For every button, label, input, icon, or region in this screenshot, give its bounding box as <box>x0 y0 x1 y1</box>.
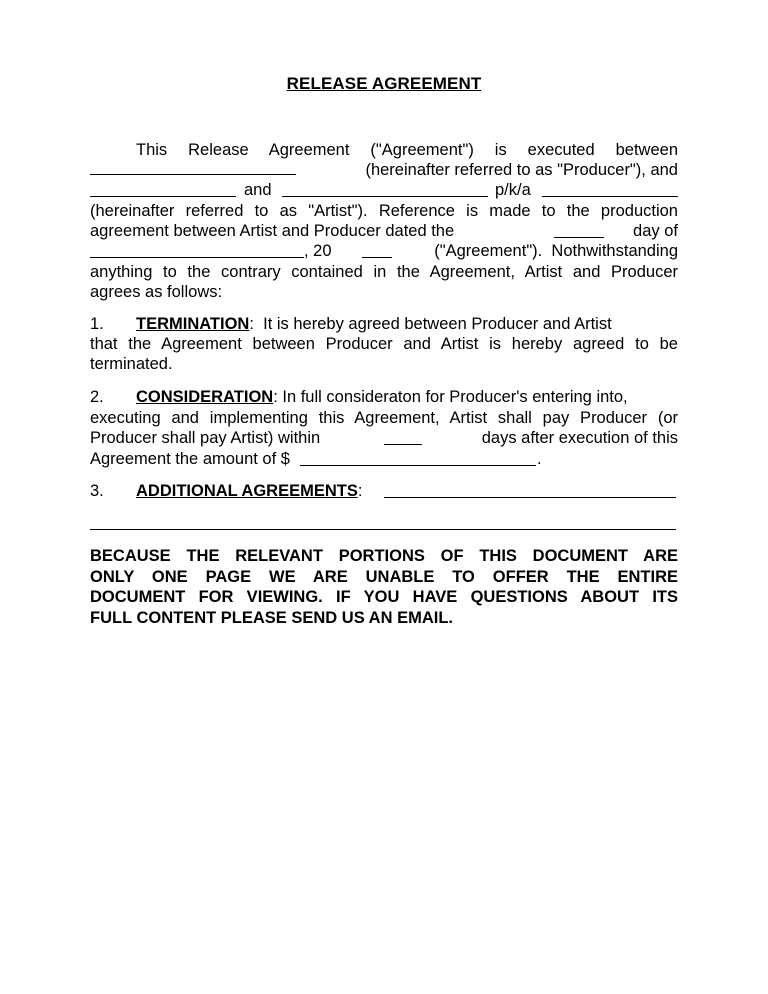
intro-line-1: This Release Agreement ("Agreement") is executed between <box>136 141 678 159</box>
artist-name-blank[interactable] <box>90 182 236 197</box>
section-1-line-2: that the Agreement between Producer and Artist is hereby agreed to be <box>90 335 678 353</box>
section-1-line-1: 1. TERMINATION: It is hereby agreed between Producer and Artist <box>90 315 612 333</box>
producer-name-blank[interactable] <box>90 160 296 175</box>
additional-agreements-blank-1[interactable] <box>384 483 676 498</box>
intro-line-5: agreement between Artist and Producer dated the day of <box>90 222 678 240</box>
artist-legal-name-blank[interactable] <box>282 182 488 197</box>
intro-line-2: (hereinafter referred to as "Producer"), and <box>90 160 678 180</box>
section-1-heading: TERMINATION <box>136 315 250 333</box>
section-2-line-1: 2. CONSIDERATION: In full consideraton for Producer's entering into, <box>90 388 628 406</box>
section-2-line-3: Producer shall pay Artist) within days after execution of this <box>90 429 678 447</box>
month-blank[interactable] <box>90 243 304 258</box>
document-title: RELEASE AGREEMENT <box>286 74 482 93</box>
notice-line-3: DOCUMENT FOR VIEWING. IF YOU HAVE QUESTIONS ABOUT ITS <box>90 588 678 606</box>
intro-line-8: agrees as follows: <box>90 283 223 301</box>
year-blank[interactable] <box>362 243 392 258</box>
notice-line-4: FULL CONTENT PLEASE SEND US AN EMAIL. <box>90 608 454 627</box>
section-3-line-1: 3. ADDITIONAL AGREEMENTS: <box>90 481 678 501</box>
intro-line-4: (hereinafter referred to as "Artist"). Reference is made to the production <box>90 202 678 220</box>
section-2-heading: CONSIDERATION <box>136 388 274 406</box>
day-blank[interactable] <box>554 223 604 238</box>
section-2-line-2: executing and implementing this Agreement, Artist shall pay Producer (or <box>90 409 678 427</box>
days-blank[interactable] <box>384 430 422 445</box>
viewing-notice <box>90 546 678 628</box>
section-2-line-4: Agreement the amount of $ . <box>90 450 542 468</box>
section-1-line-3: terminated. <box>90 355 173 373</box>
amount-blank[interactable] <box>300 451 536 466</box>
artist-stage-name-blank[interactable] <box>542 182 678 197</box>
additional-agreements-blank-2[interactable] <box>90 515 676 530</box>
notice-line-2: ONLY ONE PAGE WE ARE UNABLE TO OFFER THE ENTIRE <box>90 567 678 586</box>
notice-line-1: BECAUSE THE RELEVANT PORTIONS OF THIS DOCUMENT ARE <box>90 547 678 565</box>
intro-line-7: anything to the contrary contained in the Agreement, Artist and Producer <box>90 263 678 281</box>
section-3-heading: ADDITIONAL AGREEMENTS <box>136 482 358 500</box>
